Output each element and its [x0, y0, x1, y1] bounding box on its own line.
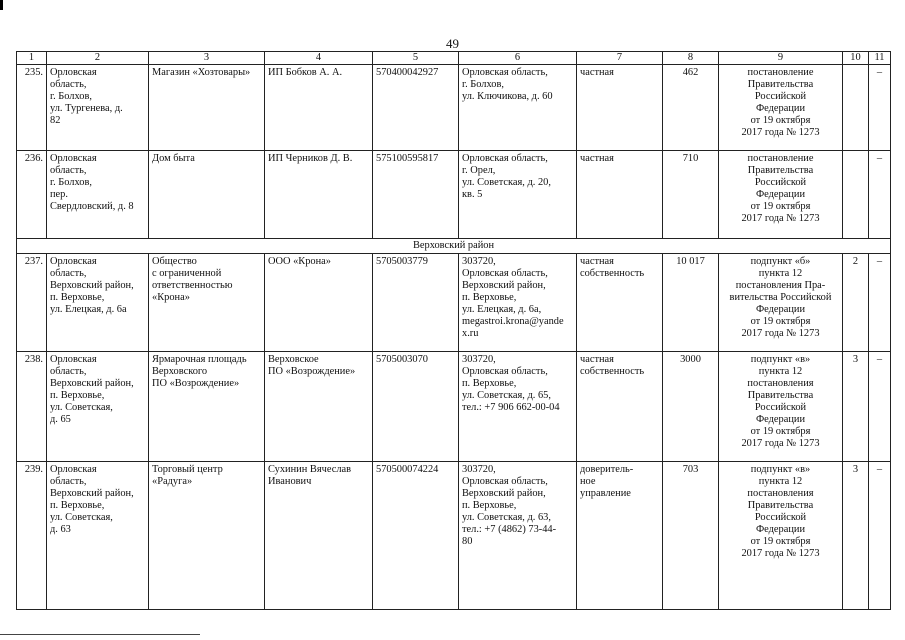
header-cell: 6	[459, 52, 577, 65]
cell-contact: 303720, Орловская область, п. Верховье, ул. Советская, д. 65, тел.: +7 906 662-00-04	[459, 352, 577, 462]
cell-address: Орловская область, Верховский район, п. Верховье, ул. Советская, д. 65	[47, 352, 149, 462]
cell-address: Орловская область, г. Болхов, пер. Свердловский, д. 8	[47, 151, 149, 239]
cell-contact: Орловская область, г. Болхов, ул. Ключикова, д. 60	[459, 65, 577, 151]
cell-basis: подпункт «в» пункта 12 постановления Правительства Российской Федерации от 19 октября 2017 года № 1273	[719, 462, 843, 610]
cell-ownership: частная собственность	[577, 352, 663, 462]
cell-area: 3000	[663, 352, 719, 462]
header-cell: 8	[663, 52, 719, 65]
table-row	[17, 151, 891, 239]
cell-col10: 2	[843, 254, 869, 352]
cell-col10: 3	[843, 352, 869, 462]
cell-area: 462	[663, 65, 719, 151]
cell-basis: подпункт «в» пункта 12 постановления Правительства Российской Федерации от 19 октября 2017 года № 1273	[719, 352, 843, 462]
page-number: 49	[446, 36, 459, 51]
cell-col11: –	[869, 352, 891, 462]
header-cell: 9	[719, 52, 843, 65]
cell-ownership: частная	[577, 151, 663, 239]
cell-contact: 303720, Орловская область, Верховский район, п. Верховье, ул. Советская, д. 63, тел.: +7 (4862) 73-44- 80	[459, 462, 577, 610]
cell-object: Ярмарочная площадь Верховского ПО «Возрождение»	[149, 352, 265, 462]
cell-object: Общество с ограниченной ответственностью «Крона»	[149, 254, 265, 352]
table-row	[17, 254, 891, 352]
header-cell: 3	[149, 52, 265, 65]
section-title: Верховский район	[17, 239, 891, 254]
cell-ownership: доверитель- ное управление	[577, 462, 663, 610]
row-number: 236.	[17, 151, 47, 239]
cell-object: Магазин «Хозтовары»	[149, 65, 265, 151]
cell-col10	[843, 65, 869, 151]
row-number: 237.	[17, 254, 47, 352]
cell-inn: 5705003779	[373, 254, 459, 352]
row-number: 235.	[17, 65, 47, 151]
register-table	[16, 51, 891, 610]
header-cell: 7	[577, 52, 663, 65]
header-cell: 2	[47, 52, 149, 65]
scan-corner-mark	[0, 0, 3, 10]
header-cell: 5	[373, 52, 459, 65]
table-row	[17, 65, 891, 151]
cell-owner: Верховское ПО «Возрождение»	[265, 352, 373, 462]
cell-col11: –	[869, 254, 891, 352]
cell-col10: 3	[843, 462, 869, 610]
cell-object: Торговый центр «Радуга»	[149, 462, 265, 610]
cell-address: Орловская область, г. Болхов, ул. Тургенева, д. 82	[47, 65, 149, 151]
cell-inn: 575100595817	[373, 151, 459, 239]
cell-owner: ИП Черников Д. В.	[265, 151, 373, 239]
section-row	[17, 239, 891, 254]
table-row	[17, 462, 891, 610]
cell-inn: 570500074224	[373, 462, 459, 610]
cell-owner: ООО «Крона»	[265, 254, 373, 352]
cell-col11: –	[869, 65, 891, 151]
scan-bottom-line	[0, 634, 200, 635]
header-cell: 11	[869, 52, 891, 65]
cell-basis: постановление Правительства Российской Федерации от 19 октября 2017 года № 1273	[719, 65, 843, 151]
cell-ownership: частная собственность	[577, 254, 663, 352]
cell-contact: 303720, Орловская область, Верховский район, п. Верховье, ул. Елецкая, д. 6а, megastroi.krona@yande x.ru	[459, 254, 577, 352]
header-row	[17, 52, 891, 65]
cell-inn: 570400042927	[373, 65, 459, 151]
cell-contact: Орловская область, г. Орел, ул. Советская, д. 20, кв. 5	[459, 151, 577, 239]
cell-basis: постановление Правительства Российской Федерации от 19 октября 2017 года № 1273	[719, 151, 843, 239]
cell-owner: Сухинин Вячеслав Иванович	[265, 462, 373, 610]
cell-area: 710	[663, 151, 719, 239]
header-cell: 1	[17, 52, 47, 65]
cell-owner: ИП Бобков А. А.	[265, 65, 373, 151]
row-number: 239.	[17, 462, 47, 610]
cell-col11: –	[869, 151, 891, 239]
row-number: 238.	[17, 352, 47, 462]
header-cell: 4	[265, 52, 373, 65]
cell-inn: 5705003070	[373, 352, 459, 462]
cell-object: Дом быта	[149, 151, 265, 239]
cell-col10	[843, 151, 869, 239]
cell-address: Орловская область, Верховский район, п. Верховье, ул. Елецкая, д. 6а	[47, 254, 149, 352]
cell-area: 10 017	[663, 254, 719, 352]
header-cell: 10	[843, 52, 869, 65]
cell-area: 703	[663, 462, 719, 610]
table-row	[17, 352, 891, 462]
cell-basis: подпункт «б» пункта 12 постановления Пра- вительства Российской Федерации от 19 октября 2017 года № 1273	[719, 254, 843, 352]
cell-ownership: частная	[577, 65, 663, 151]
cell-col11: –	[869, 462, 891, 610]
cell-address: Орловская область, Верховский район, п. Верховье, ул. Советская, д. 63	[47, 462, 149, 610]
